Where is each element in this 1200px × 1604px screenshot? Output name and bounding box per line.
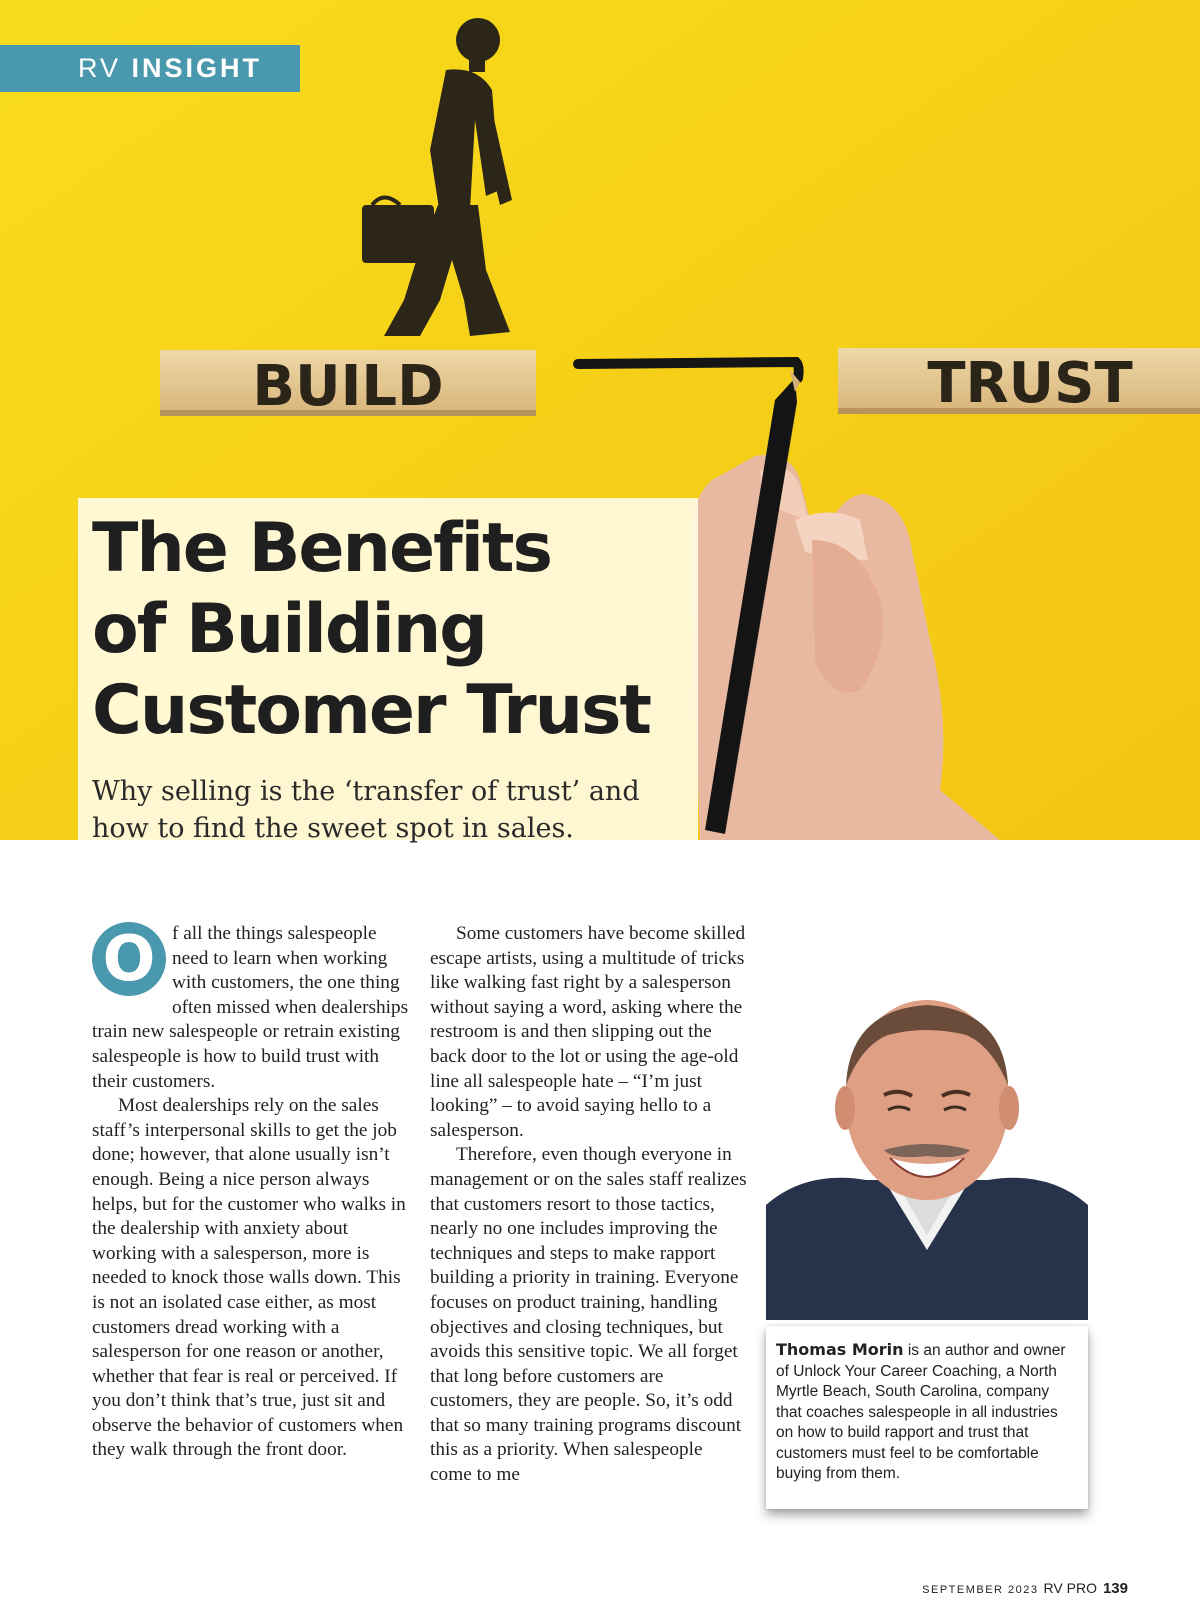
author-portrait xyxy=(766,990,1088,1320)
body-column-1 xyxy=(92,922,410,1463)
author-bio-box xyxy=(766,1326,1088,1509)
author-name: Thomas Morin xyxy=(776,1340,904,1359)
body-paragraph: Some customers have become skilled escape artists, using a multitude of tricks like walking fast right by a salesperson without saying a word, asking where the restroom is and then slipping out the back door to the lot or using the age-old line all salespeople hate – “I’m just looking” – to avoid saying hello to a salesperson. xyxy=(430,923,746,1141)
section-tag xyxy=(0,45,300,92)
author-photo xyxy=(766,990,1088,1320)
body-paragraph: Most dealerships rely on the sales staff’s interpersonal skills to get the job done; however, that alone usually isn’t enough. Being a nice person always helps, but for the customer who walks in the dealership with anxiety about working with a salesperson, more is needed to knock those walls down. This is not an isolated case either, as most customers dread working with a salesperson for one reason or another, whether that fear is real or perceived. If you don’t think that’s true, just sit and observe the behavior of customers when they walk through the front door. xyxy=(92,1095,406,1461)
body-paragraph: O f all the things salespeople need to learn when working with customers, the one thing often missed when dealerships train new salespeople or retrain existing salespeople is how to build trust with their customers. xyxy=(92,922,409,1092)
drop-cap: O xyxy=(92,922,166,996)
body-paragraph: Therefore, even though everyone in management or on the sales staff realizes that customers resort to those tactics, nearly no one includes improving the techniques and steps to make rapport building a priority in training. Everyone focuses on product training, handling objectives and closing techniques, but avoids this sensitive topic. We all forget that long before customers are customers, they are people. So, it’s odd that so many training programs discount this as a priority. When salespeople come to me xyxy=(430,1144,747,1486)
trust-block xyxy=(838,348,1200,416)
article-deck: Why selling is the ‘transfer of trust’ and how to find the sweet spot in sales. xyxy=(92,776,640,844)
article-headline: The Benefits of Building Customer Trust xyxy=(92,509,651,750)
author-bio-text: is an author and owner of Unlock Your Career Coaching, a North Myrtle Beach, South Carolina, company that coaches salespeople in all industries on how to build rapport and trust that customers must feel to be comfortable buying from them. xyxy=(776,1342,1066,1482)
section-tag-prefix: RV xyxy=(78,53,122,83)
page-number: 139 xyxy=(1102,1580,1128,1597)
section-tag-emphasis: INSIGHT xyxy=(131,53,263,83)
publication-name: RV PRO xyxy=(1043,1580,1097,1596)
svg-text:BUILD: BUILD xyxy=(252,354,444,419)
svg-text:TRUST: TRUST xyxy=(927,351,1133,416)
body-column-2 xyxy=(430,922,748,1488)
build-block xyxy=(160,350,536,419)
issue-date: SEPTEMBER 2023 xyxy=(922,1584,1039,1596)
page-footer xyxy=(922,1580,1128,1597)
